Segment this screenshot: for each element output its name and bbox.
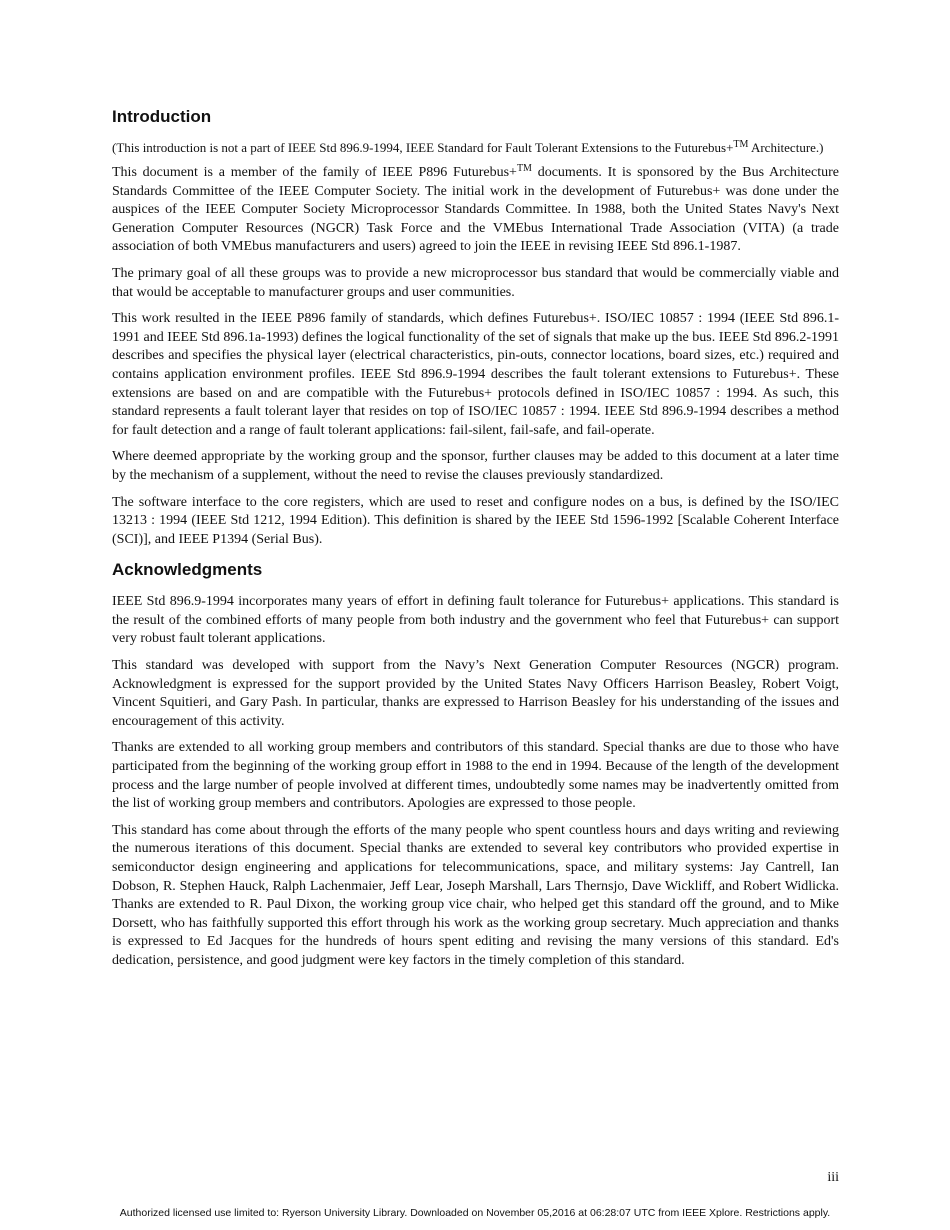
- note-text-end: Architecture.): [748, 140, 824, 155]
- introduction-note: [112, 139, 839, 156]
- acknowledgments-paragraph-4: This standard has come about through the efforts of the many people who spent countless hours and days writing and reviewing the numerous iterations of this document. Special thanks are extended to several key contributors who provided expertise in semiconductor design engineering and applications for telecommunications, space, and military systems: Jay Cantrell, Ian Dobson, R. Stephen Hauck, Ralph Lachenmaier, Jeff Lear, Joseph Marshall, Lars Thernsjo, Dave Wickliff, and Robert Widlicka. Thanks are extended to R. Paul Dixon, the working group vice chair, who helped get this standard off the ground, and to Mike Dorsett, who has faithfully supported this effort through his work as the working group secretary. Much appreciation and thanks is expressed to Ed Jacques for the hundreds of hours spent editing and revising the many versions of this standard. Ed's dedication, persistence, and good judgment were key factors in the timely completion of this standard.: [112, 822, 839, 968]
- introduction-paragraph-3: This work resulted in the IEEE P896 family of standards, which defines Futurebus+. ISO/IEC 10857 : 1994 (IEEE Std 896.1-1991 and IEEE Std 896.1a-1993) defines the logical functionality of the set of signals that make up the bus. IEEE Std 896.2-1991 describes and specifies the physical layer (electrical characteristics, pin-outs, connector locations, board sizes, etc.) required and contains application environment profiles. IEEE Std 896.9-1994 describes the fault tolerant extensions to Futurebus+. These extensions are based on and are compatible with the Futurebus+ protocols defined in ISO/IEC 10857 : 1994. As such, this standard represents a fault tolerant layer that resides on top of ISO/IEC 10857 : 1994. IEEE Std 896.9-1994 describes a method for fault detection and a range of fault tolerant applications: fail-silent, fail-safe, and fail-operate.: [112, 311, 839, 438]
- acknowledgments-heading: Acknowledgments: [112, 560, 263, 580]
- paragraph-text-end: documents. It is sponsored by the Bus Architecture Standards Committee of the IEEE Computer Society. The initial work in the development of Futurebus+ was done under the auspices of the IEEE Computer Society Microprocessor Standards Committee. In 1988, both the United States Navy's Next Generation Computer Resources (NGCR) Task Force and the VMEbus International Trade Association (VITA) (a trade association of both VMEbus manufacturers and users) agreed to join the IEEE in revising IEEE Std 896.1-1987.: [112, 165, 839, 255]
- acknowledgments-paragraph-3: Thanks are extended to all working group members and contributors of this standard. Special thanks are due to those who have participated from the beginning of the working group effort in 1988 to the end in 1994. Because of the length of the development process and the large number of people involved at different times, undoubtedly some names may be inadvertently omitted from the list of working group members and contributors. Apologies are expressed to those people.: [112, 740, 839, 812]
- introduction-heading: Introduction: [112, 107, 212, 126]
- paragraph-text: This document is a member of the family of IEEE P896 Futurebus+: [112, 165, 517, 180]
- introduction-paragraph-1: [112, 164, 839, 257]
- acknowledgments-paragraph-2: This standard was developed with support from the Navy’s Next Generation Computer Resources (NGCR) program. Acknowledgment is expressed for the support provided by the United States Navy Officers Harrison Beasley, Robert Voigt, Vincent Squitieri, and Gary Pash. In particular, thanks are expressed to Harrison Beasley for his understanding of the issues and encouragement of this activity.: [112, 658, 839, 729]
- page-number: iii: [827, 1170, 839, 1185]
- introduction-paragraph-2: The primary goal of all these groups was to provide a new microprocessor bus standard that would be commercially viable and that would be acceptable to manufacturer groups and user communities.: [112, 265, 839, 300]
- introduction-paragraph-4: Where deemed appropriate by the working group and the sponsor, further clauses may be added to this document at a later time by the mechanism of a supplement, without the need to revise the clauses previously standardized.: [112, 449, 839, 483]
- introduction-paragraph-5: The software interface to the core registers, which are used to reset and configure nodes on a bus, is defined by the ISO/IEC 13213 : 1994 (IEEE Std 1212, 1994 Edition). This definition is shared by the IEEE Std 1596-1992 [Scalable Coherent Interface (SCI)], and IEEE P1394 (Serial Bus).: [112, 494, 839, 547]
- trademark-mark: TM: [516, 163, 532, 174]
- acknowledgments-paragraph-1: IEEE Std 896.9-1994 incorporates many years of effort in defining fault tolerance for Futurebus+ applications. This standard is the result of the combined efforts of many people from both industry and the government who feel that Futurebus+ can support very robust fault tolerant applications.: [112, 594, 839, 647]
- note-text: (This introduction is not a part of IEEE Std 896.9-1994, IEEE Standard for Fault Tolerant Extensions to the Futurebus+: [112, 140, 734, 155]
- license-footer: Authorized licensed use limited to: Ryerson University Library. Downloaded on November 05,2016 at 06:28:07 UTC from IEEE Xplore. Restrictions apply.: [119, 1207, 831, 1219]
- trademark-mark: TM: [733, 139, 749, 150]
- document-body: [112, 104, 839, 979]
